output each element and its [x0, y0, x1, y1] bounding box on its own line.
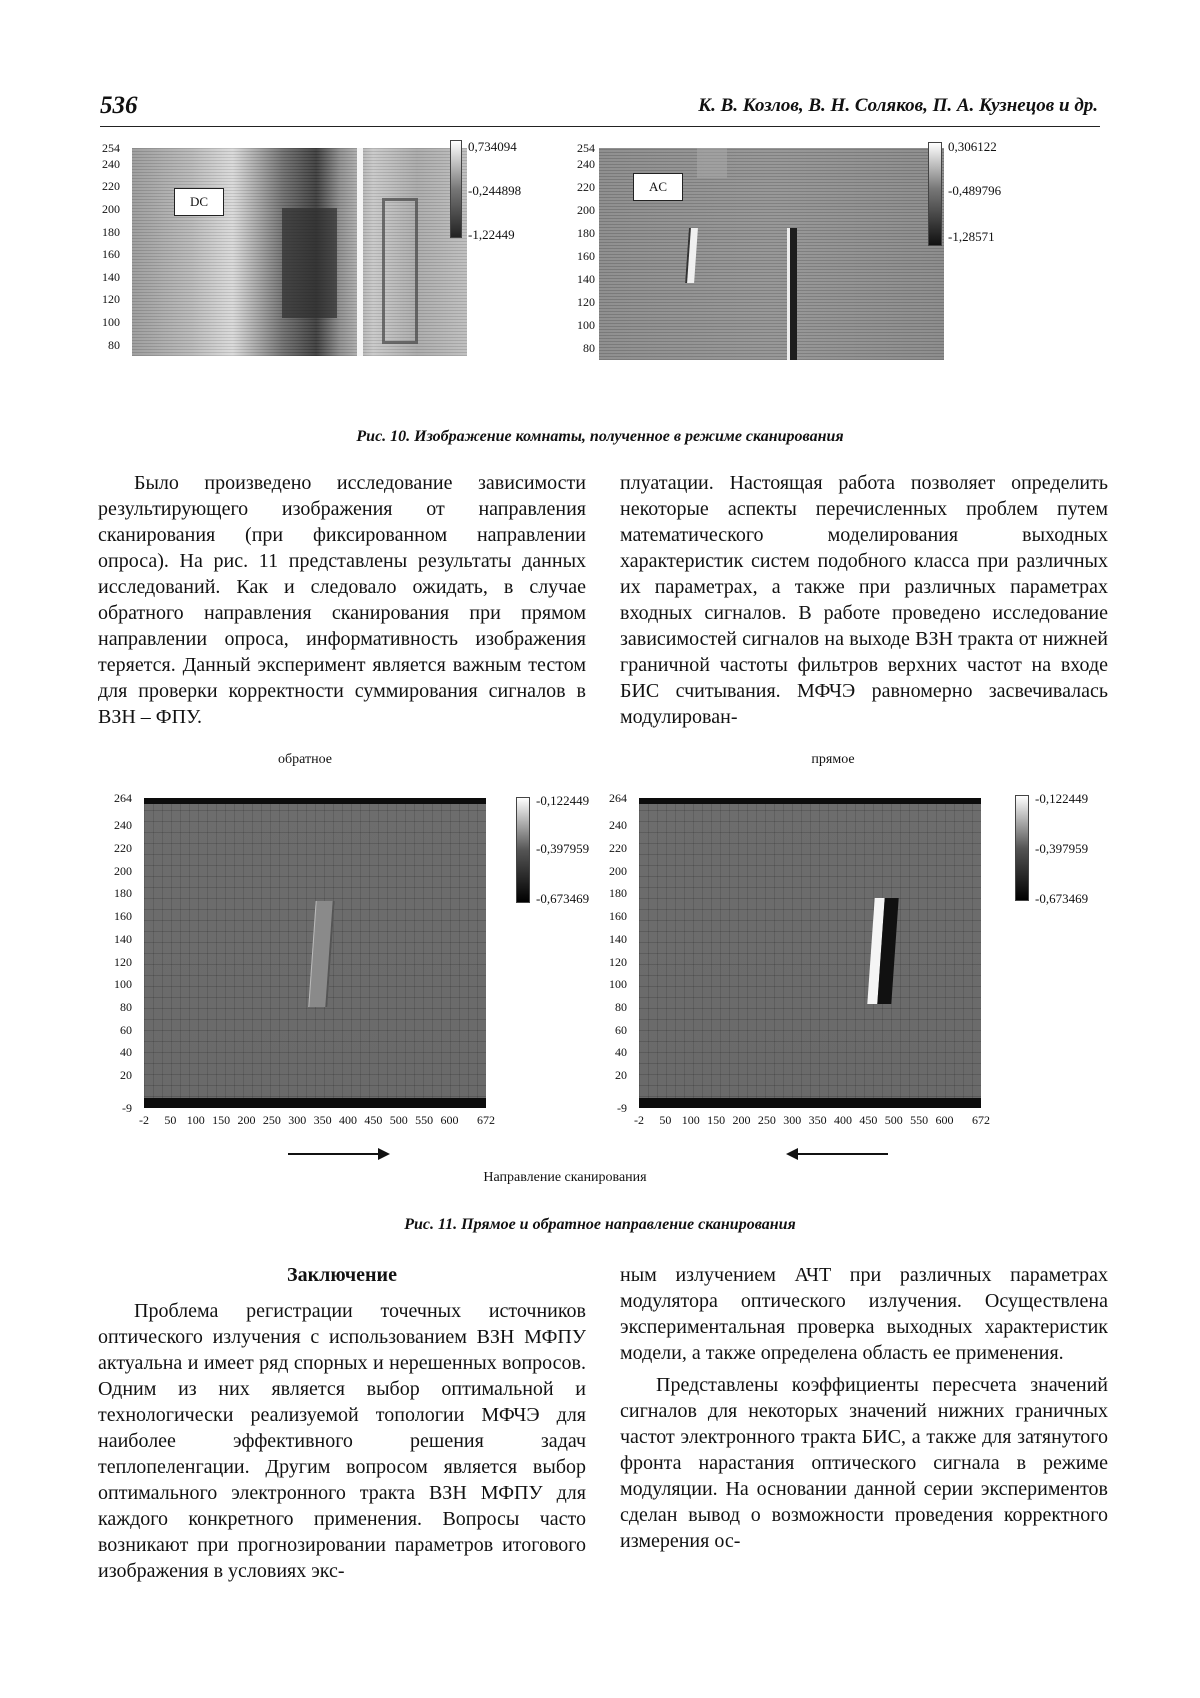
fig11-y-tick: 80: [615, 999, 627, 1014]
fig11-y-tick: 120: [609, 954, 627, 969]
ac-y-tick: 120: [577, 295, 595, 310]
fig11-right-colorbar-mid: -0,397959: [1035, 841, 1089, 856]
dc-colorbar-max: 0,734094: [468, 139, 517, 154]
fig11-x-tick: 200: [237, 1113, 256, 1127]
fig11-right-panel: [595, 780, 1115, 1130]
fig11-x-tick: 672: [972, 1113, 990, 1127]
fig11-x-tick: 350: [313, 1113, 332, 1127]
fig11-x-tick: 300: [783, 1113, 802, 1127]
page-number: 536: [100, 92, 138, 119]
fig11-x-tick: 100: [681, 1113, 700, 1127]
fig11-x-tick: 150: [707, 1113, 726, 1127]
text-left-column-2: [98, 1262, 586, 1584]
fig11-y-tick: -9: [617, 1101, 627, 1115]
fig11-y-tick: 180: [114, 886, 132, 901]
fig11-y-tick: 220: [609, 840, 627, 855]
dc-image: [132, 148, 467, 356]
ac-y-tick: 254: [577, 141, 595, 155]
dc-colorbar-min: -1,22449: [468, 227, 515, 242]
fig11-y-tick: 200: [114, 863, 132, 878]
fig11-right-colorbar-max: -0,122449: [1035, 791, 1089, 806]
fig11-x-tick: 450: [859, 1113, 878, 1127]
fig11-x-tick: 350: [808, 1113, 827, 1127]
fig11-x-tick: 450: [364, 1113, 383, 1127]
paragraph: Было произведено исследование зависимости результирующего изображения от направления сканирования (при фиксированном направлении опроса). На рис. 11 представлены результаты данных исследований. Как и следовало ожидать, в случае обратного направления сканирования при прямом направлении опроса, информативность изображения теряется. Данный эксперимент является важным тестом для проверки корректности суммирования сигналов в ВЗН – ФПУ.: [98, 472, 586, 728]
fig11-y-tick: 100: [114, 977, 132, 992]
fig11-x-tick: 150: [212, 1113, 231, 1127]
ac-y-tick: 140: [577, 272, 595, 287]
fig11-y-tick: 80: [120, 999, 132, 1014]
ac-colorbar-min: -1,28571: [948, 229, 995, 244]
page-header: [100, 92, 1100, 127]
paragraph: Представлены коэффициенты пересчета значений сигналов для некоторых значений нижних граничных частот электронного тракта БИС, а также для затянутого фронта нарастания оптического сигнала в режиме модуляции. На основании данной серии экспериментов сделан вывод о возможности проведения корректного измерения ос-: [620, 1374, 1108, 1552]
fig10-dc-panel: [90, 140, 560, 390]
fig11-y-tick: 20: [120, 1068, 132, 1083]
fig11-x-tick: 672: [477, 1113, 495, 1127]
fig11-x-tick: 500: [884, 1113, 903, 1127]
fig11-y-tick: 264: [609, 791, 627, 805]
fig11-y-tick: 120: [114, 954, 132, 969]
paragraph: плуатации. Настоящая работа позволяет определить некоторые аспекты перечисленных проблем путем математического моделирования выходных характеристик систем подобного класса при различных их параметрах, а также при различных параметрах входных сигналов. В работе проведено исследование зависимостей сигналов на выходе ВЗН тракта от нижней граничной частоты фильтров верхних частот на входе БИС считывания. МФЧЭ равномерно засвечивалась модулирован-: [620, 472, 1108, 728]
fig11-left-colorbar: [516, 797, 530, 903]
fig11-left-image: [144, 798, 486, 1108]
ac-colorbar: [928, 142, 942, 246]
fig11-y-tick: 40: [615, 1045, 627, 1060]
fig11-right-colorbar-min: -0,673469: [1035, 891, 1089, 906]
ac-colorbar-max: 0,306122: [948, 139, 997, 154]
fig11-x-tick: 50: [659, 1113, 672, 1127]
fig11-x-tick: 400: [338, 1113, 357, 1127]
fig11-x-tick: -2: [634, 1113, 644, 1127]
ac-image: [599, 148, 944, 360]
fig11-x-tick: 50: [164, 1113, 177, 1127]
fig11-right-colorbar: [1015, 795, 1029, 901]
fig11-x-tick: 500: [389, 1113, 408, 1127]
fig11-left-colorbar-max: -0,122449: [536, 793, 590, 808]
ac-y-tick: 200: [577, 203, 595, 218]
fig11-y-tick: 100: [609, 977, 627, 992]
fig11-right-image: [639, 798, 981, 1108]
fig11-y-tick: 60: [615, 1022, 627, 1037]
ac-y-tick: 220: [577, 180, 595, 195]
fig11-x-tick: 550: [415, 1113, 434, 1127]
dc-y-tick: 100: [102, 315, 120, 330]
scan-arrow-right: [288, 1153, 388, 1155]
fig11-y-tick: 264: [114, 791, 132, 805]
dc-y-tick: 220: [102, 179, 120, 194]
ac-y-tick: 240: [577, 157, 595, 172]
fig11-y-tick: 160: [609, 909, 627, 924]
dc-y-tick: 254: [102, 141, 120, 155]
fig11-x-tick: 600: [935, 1113, 954, 1127]
fig10-caption: Рис. 10. Изображение комнаты, полученное в режиме сканирования: [356, 428, 844, 445]
running-authors: К. В. Козлов, В. Н. Соляков, П. А. Кузнецов и др.: [698, 95, 1098, 116]
fig11-y-tick: -9: [122, 1101, 132, 1115]
fig11-y-tick: 240: [114, 818, 132, 833]
fig11-y-tick: 140: [609, 931, 627, 946]
scan-arrow-left: [788, 1153, 888, 1155]
fig11-left-colorbar-mid: -0,397959: [536, 841, 590, 856]
fig11-y-tick: 40: [120, 1045, 132, 1060]
paragraph: Проблема регистрации точечных источников оптического излучения с использованием ВЗН МФПУ актуальна и имеет ряд спорных и нерешенных вопросов. Одним из них является выбор оптимальной и технологически реализуемой топологии МФЧЭ для наиболее эффективного решения задач теплопеленгации. Другим вопросом является выбор оптимального электронного тракта ВЗН МФПУ для каждого конкретного применения. Вопросы часто возникают при прогнозировании параметров итогового изображения в условиях экс-: [98, 1300, 586, 1582]
fig11-x-tick: -2: [139, 1113, 149, 1127]
scan-direction-label: Направление сканирования: [483, 1170, 647, 1185]
ac-mode-label: AC: [633, 173, 683, 201]
fig11-x-tick: 200: [732, 1113, 751, 1127]
fig11-y-tick: 180: [609, 886, 627, 901]
fig11-y-tick: 240: [609, 818, 627, 833]
fig11-right-title: прямое: [811, 752, 855, 767]
fig11-y-tick: 220: [114, 840, 132, 855]
fig11-left-colorbar-min: -0,673469: [536, 891, 590, 906]
fig11-y-tick: 200: [609, 863, 627, 878]
dc-y-tick: 240: [102, 156, 120, 171]
fig11-x-tick: 250: [262, 1113, 281, 1127]
ac-y-tick: 100: [577, 318, 595, 333]
dc-y-tick: 180: [102, 224, 120, 239]
dc-colorbar: [450, 140, 462, 238]
dc-y-tick: 160: [102, 247, 120, 262]
dc-colorbar-mid: -0,244898: [468, 183, 522, 198]
dc-y-tick: 140: [102, 269, 120, 284]
fig11-y-tick: 160: [114, 909, 132, 924]
fig11-x-tick: 550: [910, 1113, 929, 1127]
dc-y-tick: 80: [108, 337, 120, 352]
ac-y-tick: 160: [577, 249, 595, 264]
ac-y-tick: 180: [577, 226, 595, 241]
fig11-x-tick: 400: [833, 1113, 852, 1127]
fig11-left-panel: [100, 780, 620, 1130]
text-right-column-1: [620, 470, 1108, 730]
fig11-y-tick: 140: [114, 931, 132, 946]
fig11-x-tick: 250: [757, 1113, 776, 1127]
text-left-column-1: [98, 470, 586, 730]
ac-colorbar-mid: -0,489796: [948, 183, 1002, 198]
paragraph: ным излучением АЧТ при различных параметрах модулятора оптического излучения. Осуществлена экспериментальная проверка выходных характеристик модели, а также определена область ее применения.: [620, 1264, 1108, 1364]
fig11-left-title: обратное: [278, 752, 332, 767]
dc-y-tick: 200: [102, 202, 120, 217]
fig11-x-tick: 300: [288, 1113, 307, 1127]
dc-y-tick: 120: [102, 292, 120, 307]
text-right-column-2: [620, 1262, 1108, 1554]
fig11-caption: Рис. 11. Прямое и обратное направление сканирования: [404, 1216, 796, 1233]
fig11-x-tick: 100: [186, 1113, 205, 1127]
fig11-y-tick: 20: [615, 1068, 627, 1083]
section-title: Заключение: [287, 1264, 397, 1286]
fig10-ac-panel: [565, 140, 1085, 390]
ac-y-tick: 80: [583, 341, 595, 356]
fig11-y-tick: 60: [120, 1022, 132, 1037]
fig11-x-tick: 600: [440, 1113, 459, 1127]
dc-mode-label: DC: [174, 188, 224, 216]
